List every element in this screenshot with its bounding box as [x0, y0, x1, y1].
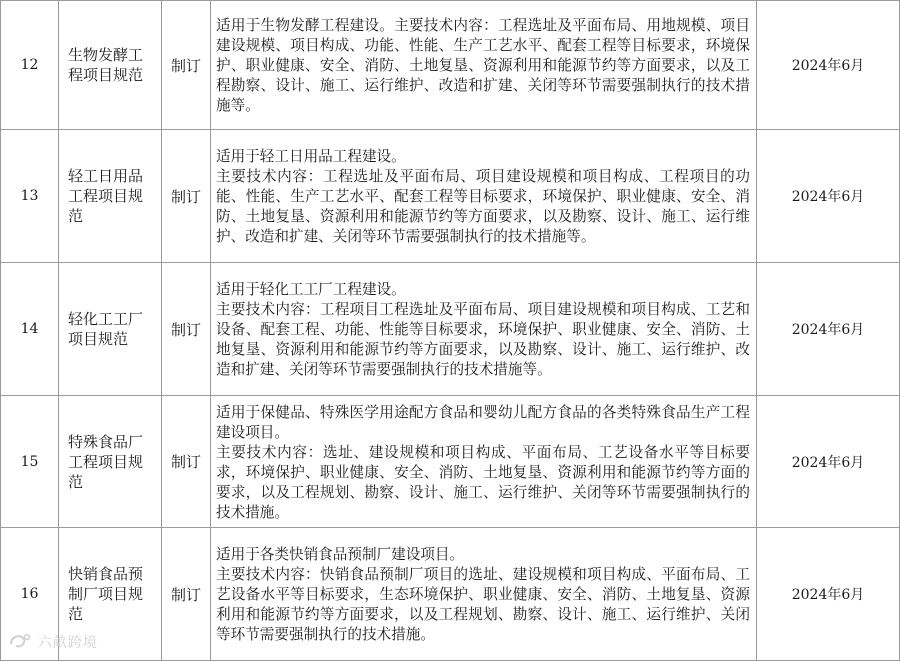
completion-date: 2024年6月 [757, 263, 900, 396]
revision-type: 制订 [162, 1, 211, 130]
content-paragraph: 适用于生物发酵工程建设。主要技术内容：工程选址及平面布局、用地规模、项目建设规模、项目构成、功能、性能、生产工艺水平、配套工程等目标要求，环境保护、职业健康、安全、消防、土地复垦、资源利用和能源节约等方面要求，以及工程勘察、设计、施工、运行维护、改造和扩建、关闭等环节需要强制执行的技术措施等。 [216, 17, 750, 114]
table-row [1, 130, 900, 263]
row-number: 12 [1, 1, 59, 130]
content-paragraph: 主要技术内容：选址、建设规模和项目构成、平面布局、工艺设备水平等目标要求，环境保护、职业健康、安全、消防、土地复垦、资源利用和能源节约等方面的要求，以及工程规划、勘察、设计、施工、运行维护、关闭等环节需要强制执行的技术措施。 [216, 443, 750, 521]
table-row [1, 396, 900, 528]
technical-content [211, 396, 757, 528]
technical-content [211, 1, 757, 130]
completion-date: 2024年6月 [757, 528, 900, 661]
content-paragraph: 适用于轻工日用品工程建设。 [216, 148, 406, 165]
content-paragraph: 主要技术内容：工程项目工程选址及平面布局、项目建设规模和项目构成、工艺和设备、配套工程、功能、性能等目标要求，环境保护、职业健康、安全、消防、土地复垦、资源利用和能源节约等方面要求，以及勘察、设计、施工、运行维护、改造和扩建、关闭等环节需要强制执行的技术措施等。 [216, 301, 750, 378]
watermark [8, 632, 98, 652]
standard-name: 生物发酵工程项目规范 [59, 1, 162, 130]
row-number: 13 [1, 130, 59, 263]
completion-date: 2024年6月 [757, 130, 900, 263]
content-paragraph: 适用于轻化工工厂工程建设。 [216, 281, 406, 298]
standard-name: 轻工日用品工程项目规范 [59, 130, 162, 263]
watermark-text: 六畝跨境 [38, 635, 98, 651]
revision-type: 制订 [162, 263, 211, 396]
table-row [1, 263, 900, 396]
revision-type: 制订 [162, 528, 211, 661]
revision-type: 制订 [162, 396, 211, 528]
standard-name: 轻化工工厂项目规范 [59, 263, 162, 396]
revision-type: 制订 [162, 130, 211, 263]
table-row [1, 1, 900, 130]
table-row [1, 528, 900, 661]
technical-content [211, 130, 757, 263]
content-paragraph: 主要技术内容：工程选址及平面布局、项目建设规模和项目构成、工程项目的功能、性能、生产工艺水平、配套工程等目标要求，环境保护、职业健康、安全、消防、土地复垦、资源利用和能源节约等方面要求，以及勘察、设计、施工、运行维护、改造和扩建、关闭等环节需要强制执行的技术措施等。 [216, 168, 750, 245]
technical-content [211, 263, 757, 396]
row-number: 15 [1, 396, 59, 528]
content-paragraph: 适用于保健品、特殊医学用途配方食品和婴幼儿配方食品的各类特殊食品生产工程建设项目。 [216, 403, 750, 441]
completion-date: 2024年6月 [757, 396, 900, 528]
row-number: 16 [1, 528, 59, 661]
technical-content [211, 528, 757, 661]
standard-name: 快销食品预制厂项目规范 [59, 528, 162, 661]
completion-date: 2024年6月 [757, 1, 900, 130]
row-number: 14 [1, 263, 59, 396]
content-paragraph: 适用于各类快销食品预制厂建设项目。 [216, 546, 465, 563]
watermark-logo-icon [8, 632, 34, 652]
content-paragraph: 主要技术内容：快销食品预制厂项目的选址、建设规模和项目构成、平面布局、工艺设备水平等目标要求，生态环境保护、职业健康、安全、消防、土地复垦、资源利用和能源节约等方面要求，以及工程规划、勘察、设计、施工、运行维护、关闭等环节需要强制执行的技术措施。 [216, 566, 750, 643]
standard-name: 特殊食品厂工程项目规范 [59, 396, 162, 528]
